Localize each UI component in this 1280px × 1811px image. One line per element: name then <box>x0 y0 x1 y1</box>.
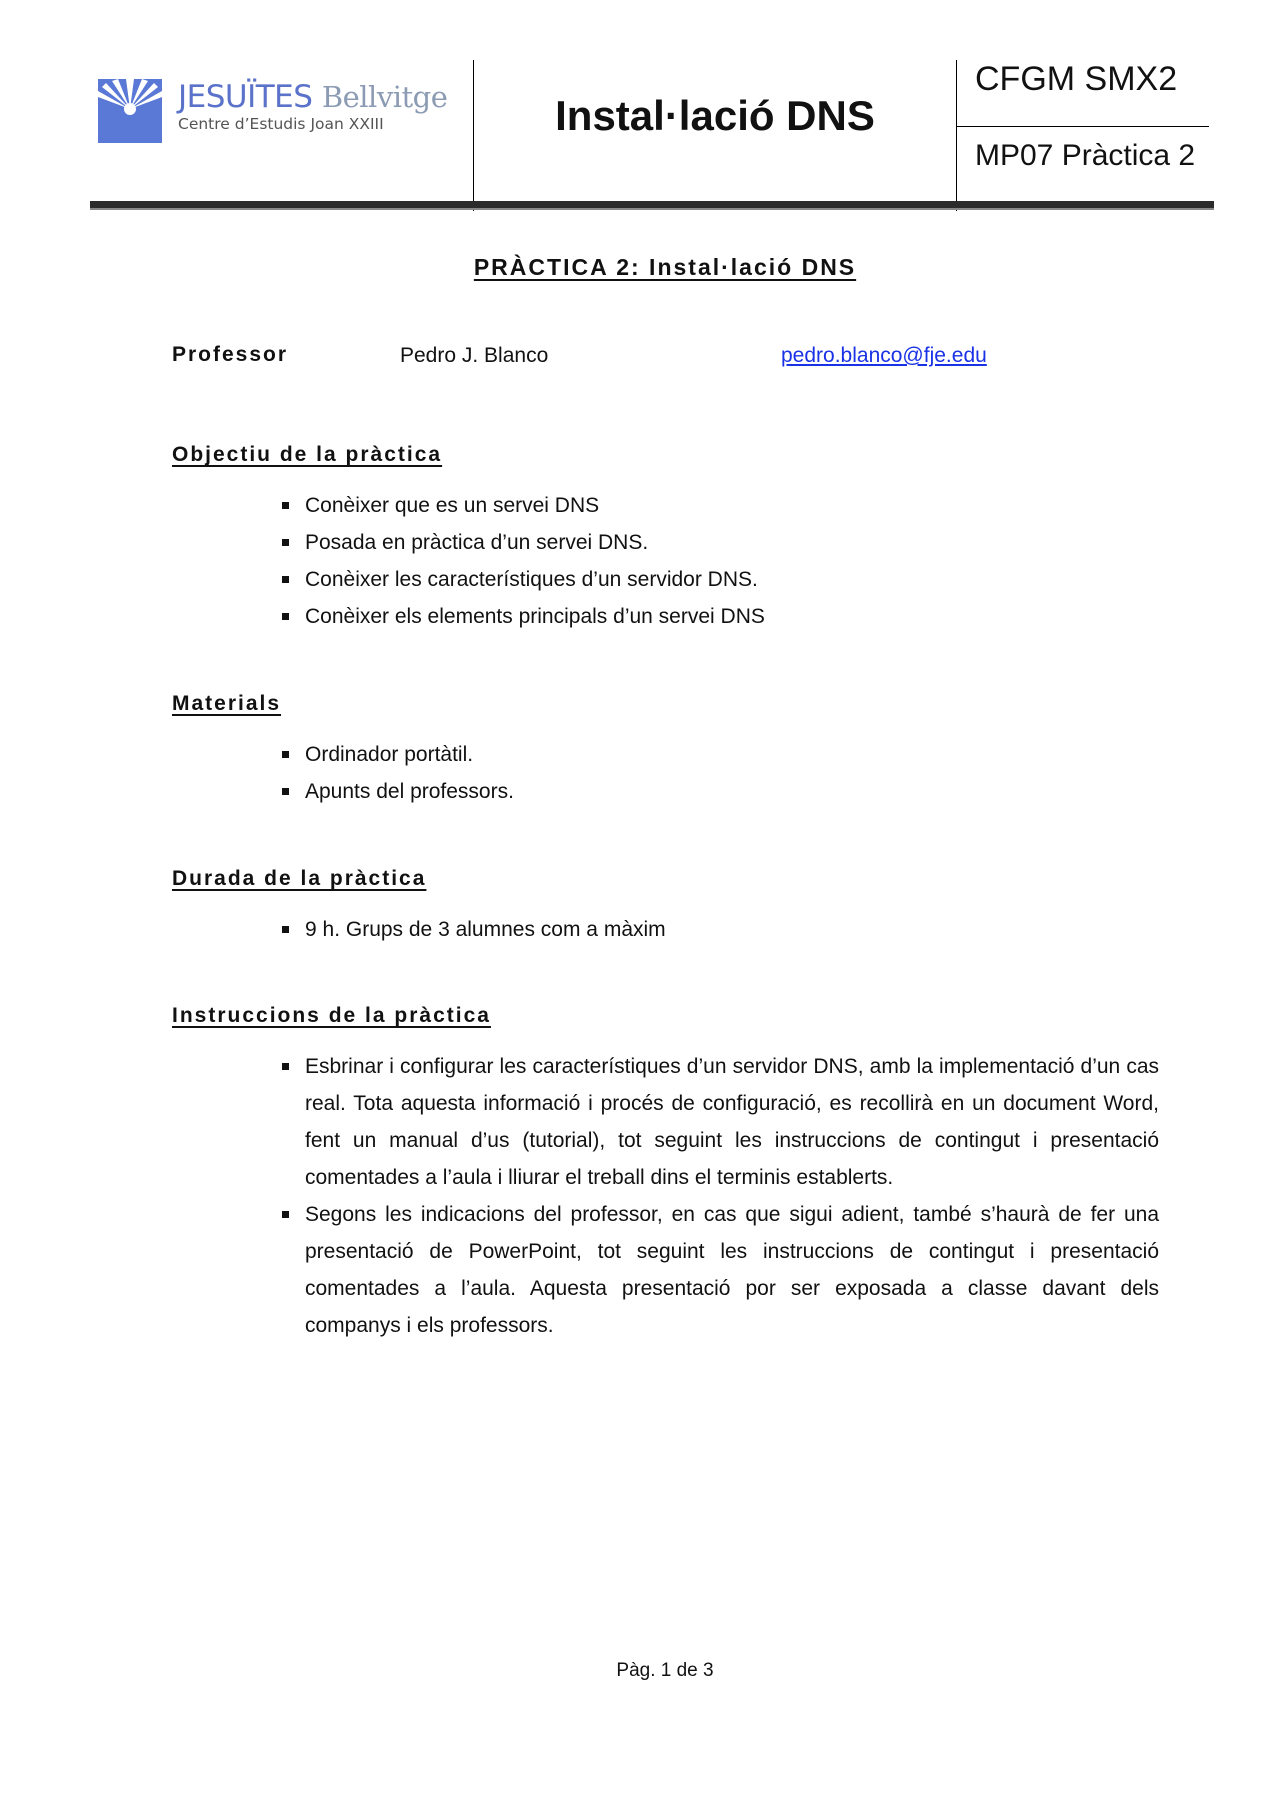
list-item: Conèixer les característiques d’un servidor DNS. <box>305 561 1159 598</box>
list-item: Apunts del professors. <box>305 773 1159 810</box>
practice-title-text: PRÀCTICA 2: Instal·lació DNS <box>473 254 857 280</box>
logo-wordmark <box>178 79 448 133</box>
list-item: 9 h. Grups de 3 alumnes com a màxim <box>305 911 1159 948</box>
duration-list <box>305 911 1159 948</box>
materials-title: Materials <box>172 692 282 715</box>
instructions-list <box>305 1048 1159 1344</box>
objective-list <box>305 487 1159 635</box>
professor-label: Professor <box>172 343 289 366</box>
duration-title: Durada de la pràctica <box>172 867 427 890</box>
header-cell-divider <box>957 126 1209 127</box>
objective-title: Objectiu de la pràctica <box>172 443 443 466</box>
practice-title <box>0 254 1280 281</box>
instructions-title: Instruccions de la pràctica <box>172 1004 491 1027</box>
module-code: MP07 Pràctica 2 <box>975 139 1196 172</box>
professor-email-link[interactable]: pedro.blanco@fje.edu <box>781 344 987 367</box>
list-item: Ordinador portàtil. <box>305 736 1159 773</box>
logo-brand: JESUÏTES <box>178 79 313 115</box>
list-item: Conèixer els elements principals d’un servei DNS <box>305 598 1159 635</box>
list-item: Segons les indicacions del professor, en cas que sigui adient, també s’haurà de fer una presentació de PowerPoint, tot seguint les instruccions de contingut i presentació comentades a l’aula. Aquesta presentació por ser exposada a classe davant dels companys i els professors. <box>305 1196 1159 1344</box>
jesuites-logo-icon <box>98 79 162 143</box>
list-item: Esbrinar i configurar les característiques d’un servidor DNS, amb la implementació d’un cas real. Tota aquesta informació i procés de configuració, es recollirà en un document Word, fent un manual d’us (tutorial), tot seguint les instruccions de contingut i presentació comentades a l’aula i lliurar el treball dins el terminis establerts. <box>305 1048 1159 1196</box>
professor-name: Pedro J. Blanco <box>400 344 549 367</box>
course-code: CFGM SMX2 <box>975 60 1178 98</box>
logo-place: Bellvitge <box>321 80 448 114</box>
list-item: Posada en pràctica d’un servei DNS. <box>305 524 1159 561</box>
logo-subtitle: Centre d’Estudis Joan XXIII <box>178 115 384 133</box>
header-rule <box>90 201 1214 210</box>
document-header <box>0 0 1280 220</box>
document-title: Instal·lació DNS <box>555 92 875 139</box>
header-divider-right <box>956 60 957 211</box>
materials-list <box>305 736 1159 810</box>
list-item: Conèixer que es un servei DNS <box>305 487 1159 524</box>
page-number: Pàg. 1 de 3 <box>616 1660 714 1681</box>
